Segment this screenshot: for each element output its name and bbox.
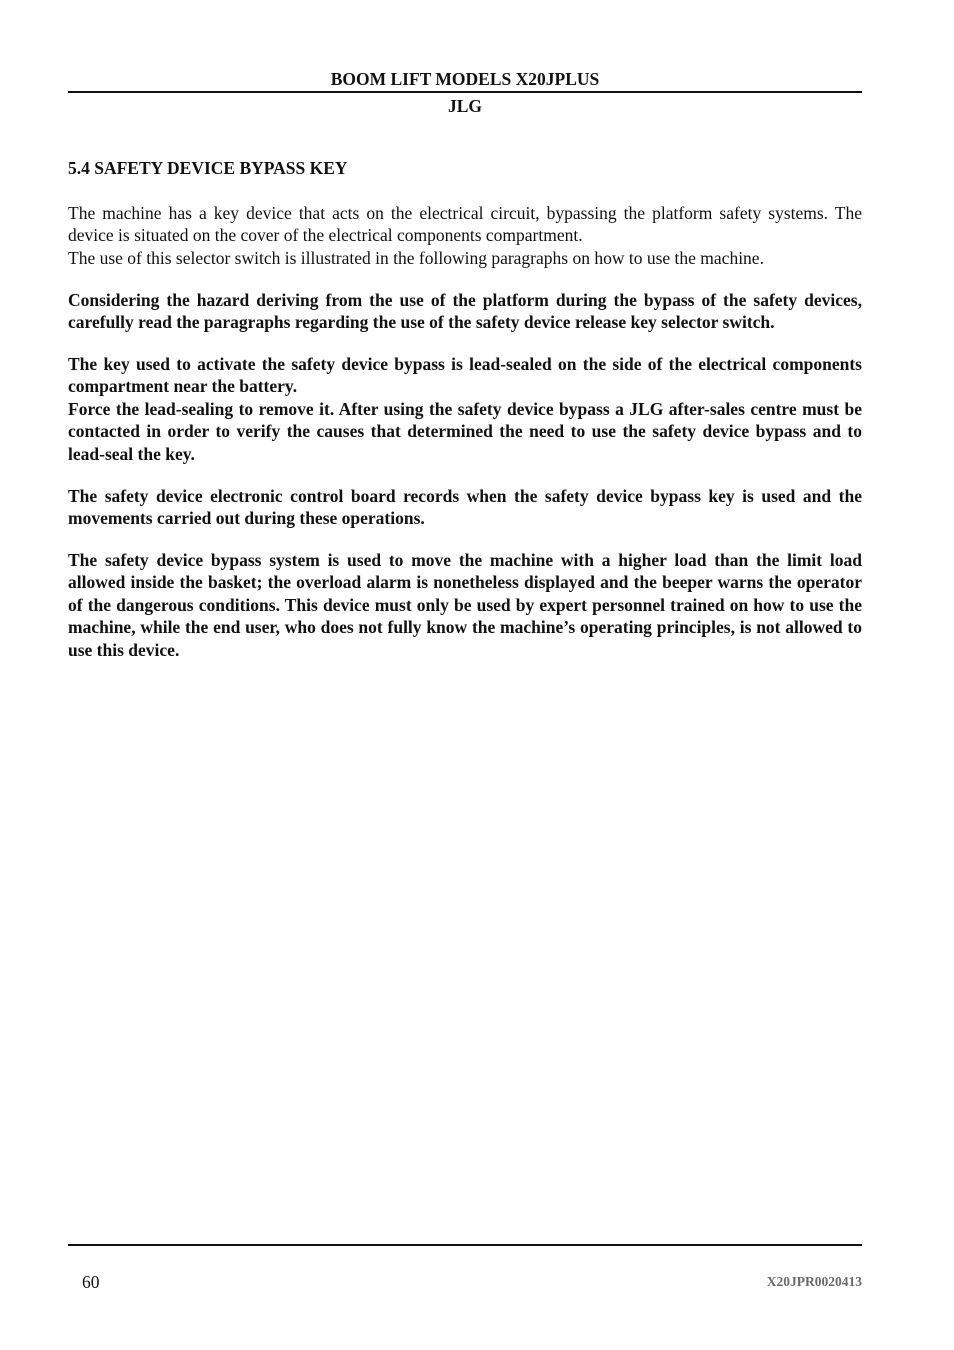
paragraph-intro: The machine has a key device that acts on the electrical circuit, bypassing the platform safety systems. The device is situated on the cover of the electrical components compartment. <box>68 203 862 246</box>
paragraph-lead-sealing: Force the lead-sealing to remove it. After using the safety device bypass a JLG after-sales centre must be contacted in order to verify the causes that determined the need to use the safety device bypass and to lead-seal the key. <box>68 398 862 464</box>
paragraph-control-board: The safety device electronic control board records when the safety device bypass key is used and the movements carried out during these operations. <box>68 485 862 528</box>
section-title: 5.4 SAFETY DEVICE BYPASS KEY <box>68 158 348 178</box>
document-code: X20JPR0020413 <box>766 1274 862 1289</box>
paragraph-key-location: The key used to activate the safety device bypass is lead-sealed on the side of the electrical components compartment near the battery. <box>68 354 862 397</box>
footer-divider <box>68 1244 862 1246</box>
header-title: BOOM LIFT MODELS X20JPLUS <box>330 69 600 89</box>
section-body <box>68 202 862 661</box>
paragraph-hazard-warning: Considering the hazard deriving from the use of the platform during the bypass of the safety devices, carefully read the paragraphs regarding the use of the safety device release key selector switch. <box>68 289 862 333</box>
header-brand: JLG <box>447 96 483 116</box>
paragraph-usage: The use of this selector switch is illustrated in the following paragraphs on how to use the machine. <box>68 247 764 268</box>
document-page <box>68 0 862 1350</box>
header-divider <box>68 91 862 93</box>
page-number: 60 <box>82 1272 100 1292</box>
paragraph-bypass-system: The safety device bypass system is used to move the machine with a higher load than the limit load allowed inside the basket; the overload alarm is nonetheless displayed and the beeper warns the operator of the dangerous conditions. This device must only be used by expert personnel trained on how to use the machine, while the end user, who does not fully know the machine’s operating principles, is not allowed to use this device. <box>68 549 862 660</box>
